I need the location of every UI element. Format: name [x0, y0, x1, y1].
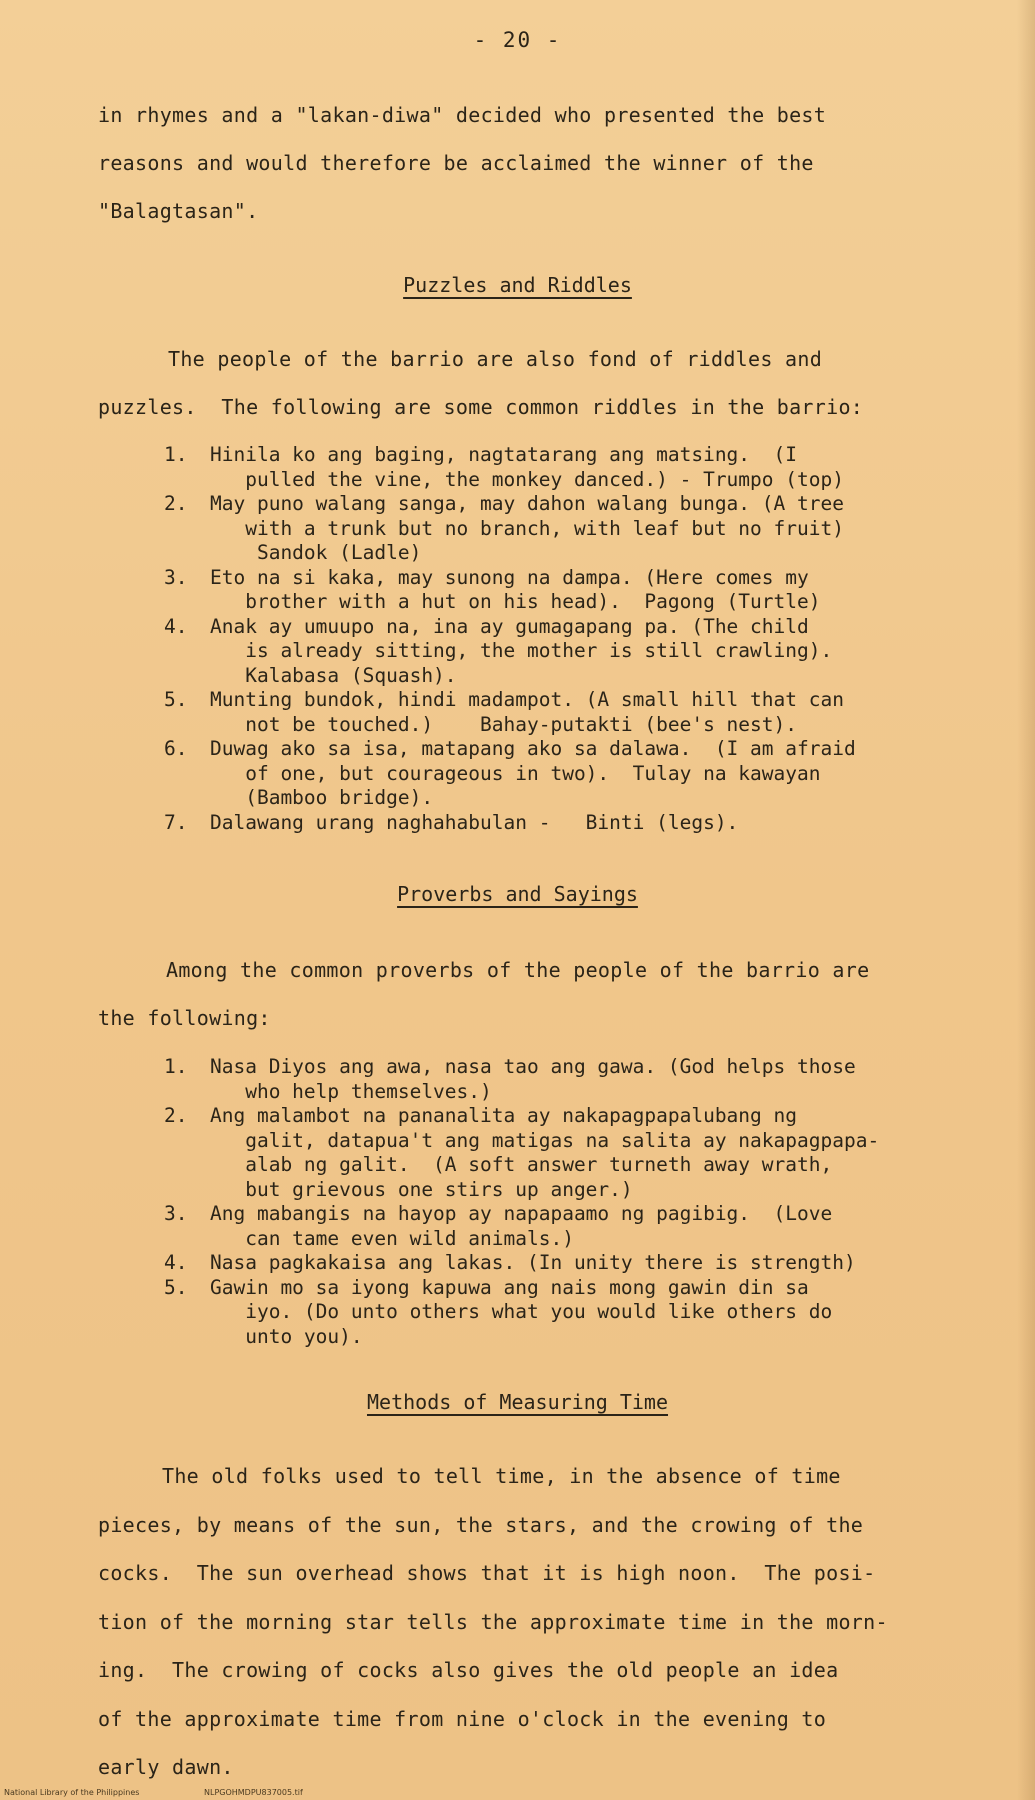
file-name: NLPGOHMDPU837005.tif	[204, 1788, 303, 1797]
item-text: Hinila ko ang baging, nagtatarang ang matsing. (I pulled the vine, the monkey danced.) - Trumpo (top)	[210, 443, 844, 491]
page-number: - 20 -	[473, 28, 562, 52]
list-item	[164, 737, 1024, 811]
item-number: 1.	[164, 443, 188, 466]
list-item	[164, 615, 1024, 689]
item-number: 7.	[164, 810, 188, 834]
item-text: Nasa Diyos ang awa, nasa tao ang gawa. (God helps those who help themselves.)	[210, 1055, 856, 1103]
proverbs-paragraph-line: the following:	[98, 1006, 271, 1030]
section-heading-puzzles	[0, 273, 1035, 297]
heading-text: Proverbs and Sayings	[397, 882, 638, 906]
item-number: 3.	[164, 565, 188, 589]
item-text: Dalawang urang naghahabulan - Binti (legs).	[210, 810, 739, 834]
item-text: Gawin mo sa iyong kapuwa ang nais mong gawin din sa iyo. (Do unto others what you would like others do unto you).	[210, 1275, 833, 1348]
proverbs-paragraph-line: Among the common proverbs of the people of the barrio are	[166, 958, 870, 982]
list-item	[164, 811, 1024, 836]
item-number: 2.	[164, 1104, 188, 1127]
time-paragraph-line: The old folks used to tell time, in the absence of time	[162, 1464, 841, 1488]
riddles-list	[164, 443, 1024, 835]
heading-text: Puzzles and Riddles	[403, 273, 632, 297]
list-item	[164, 492, 1024, 566]
item-text: Ang mabangis na hayop ay napapaamo ng pagibig. (Love can tame even wild animals.)	[210, 1202, 833, 1250]
item-text: Duwag ako sa isa, matapang ako sa dalawa. (I am afraid of one, but courageous in two). Tulay na kawayan (Bamboo bridge).	[210, 737, 856, 809]
time-paragraph-line: pieces, by means of the sun, the stars, and the crowing of the	[98, 1513, 864, 1537]
puzzles-paragraph-line: puzzles. The following are some common riddles in the barrio:	[98, 395, 864, 419]
item-number: 3.	[164, 1202, 188, 1225]
proverbs-list	[164, 1055, 1024, 1349]
list-item	[164, 688, 1024, 737]
item-text: Ang malambot na pananalita ay nakapagpapalubang ng galit, datapua't ang matigas na salita ay nakapagpapa- alab ng galit. (A soft answer turneth away wrath, but grievous one stirs up anger.)	[210, 1104, 880, 1201]
time-paragraph-line: ing. The crowing of cocks also gives the old people an idea	[98, 1658, 839, 1682]
list-item	[164, 1104, 1024, 1202]
item-number: 1.	[164, 1055, 188, 1078]
item-text: Nasa pagkakaisa ang lakas. (In unity there is strength)	[210, 1251, 856, 1274]
puzzles-paragraph-line: The people of the barrio are also fond of riddles and	[168, 347, 823, 371]
time-paragraph-line: early dawn.	[98, 1755, 234, 1779]
intro-line: reasons and would therefore be acclaimed the winner of the	[98, 151, 814, 175]
scan-footer	[4, 1788, 303, 1797]
item-number: 2.	[164, 492, 188, 515]
list-item	[164, 1251, 1024, 1276]
list-item	[164, 443, 1024, 492]
item-text: May puno walang sanga, may dahon walang bunga. (A tree with a trunk but no branch, with leaf but no fruit) Sandok (Ladle)	[210, 492, 844, 564]
intro-line: "Balagtasan".	[98, 199, 259, 223]
item-number: 4.	[164, 1251, 188, 1274]
list-item	[164, 1055, 1024, 1104]
heading-text: Methods of Measuring Time	[366, 1390, 669, 1414]
item-number: 5.	[164, 688, 188, 711]
time-paragraph-line: of the approximate time from nine o'clock in the evening to	[98, 1707, 827, 1731]
library-credit: National Library of the Philippines	[4, 1788, 140, 1797]
time-paragraph-line: tion of the morning star tells the approximate time in the morn-	[98, 1610, 888, 1634]
item-text: Munting bundok, hindi madampot. (A small hill that can not be touched.) Bahay-putakti (bee's nest).	[210, 688, 844, 736]
item-number: 4.	[164, 614, 188, 638]
list-item	[164, 1202, 1024, 1251]
section-heading-proverbs	[0, 882, 1035, 906]
item-text: Eto na si kaka, may sunong na dampa. (Here comes my brother with a hut on his head). Pagong (Turtle)	[210, 565, 821, 613]
intro-line: in rhymes and a "lakan-diwa" decided who presented the best	[98, 103, 827, 127]
time-paragraph-line: cocks. The sun overhead shows that it is high noon. The posi-	[98, 1561, 876, 1585]
list-item	[164, 1276, 1024, 1350]
item-text: Anak ay umuupo na, ina ay gumagapang pa. (The child is already sitting, the mother is still crawling). Kalabasa (Squash).	[210, 614, 833, 687]
item-number: 5.	[164, 1275, 188, 1299]
section-heading-time	[0, 1390, 1035, 1414]
list-item	[164, 566, 1024, 615]
item-number: 6.	[164, 737, 188, 760]
